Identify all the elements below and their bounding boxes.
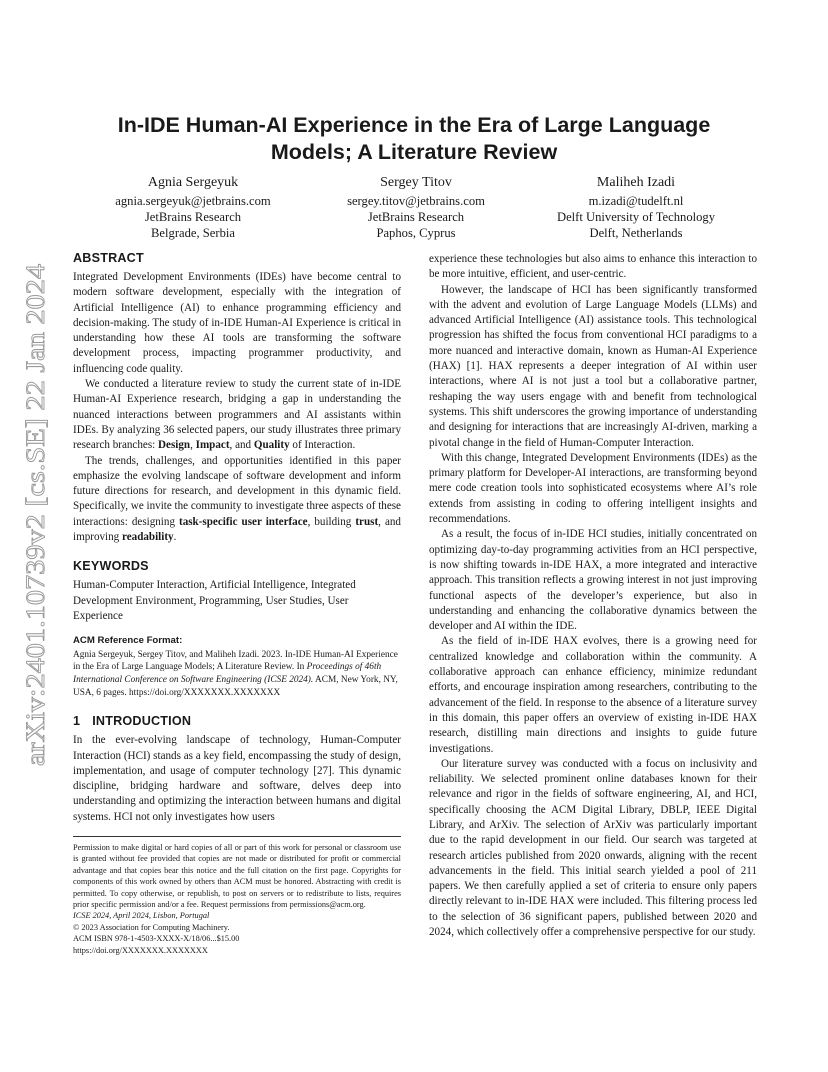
- author-name: Sergey Titov: [380, 175, 452, 190]
- abstract-paragraph-3: The trends, challenges, and opportunities identified in this paper emphasize the evolving landscape of software development and inform future directions for research, and development in this dynamic field. Specifically, we invite the community to investigate three aspects of these interactions: designing task-specific user interface, building trust, and improving readability.: [73, 454, 401, 544]
- author-location: Belgrade, Serbia: [151, 226, 235, 241]
- acm-reference: [73, 635, 401, 699]
- left-column: [73, 250, 401, 825]
- author-email: sergey.titov@jetbrains.com: [347, 194, 485, 208]
- body-paragraph-4: As a result, the focus of in-IDE HCI studies, initially concentrated on optimizing day-to-day programming activities from an HCI perspective, is now shifting towards in-IDE HAX, a more integrated and interactive approach. This transition reflects a growing interest in not just improving functional aspects of the developer’s experience, but also in understanding and enhancing the collaborative dynamics between the developer and AI within the IDE.: [429, 528, 757, 633]
- arxiv-id: arXiv:2401.10739v2 [cs.SE] 22 Jan 2024: [20, 327, 50, 766]
- author-name: Maliheh Izadi: [596, 175, 676, 190]
- body-paragraph-1: experience these technologies but also aims to enhance this interaction to be more intuitive, efficient, and user-centric.: [429, 253, 757, 281]
- keywords-heading: KEYWORDS: [73, 559, 149, 574]
- right-column: [429, 252, 757, 940]
- copyright-footnote: [73, 836, 401, 956]
- author-2: [296, 174, 536, 242]
- author-affiliation: JetBrains Research: [367, 210, 465, 225]
- copyright-line: © 2023 Association for Computing Machinery.: [73, 922, 230, 932]
- abstract-heading: ABSTRACT: [73, 251, 144, 265]
- arxiv-watermark: [14, 262, 54, 767]
- author-email: m.izadi@tudelft.nl: [588, 194, 684, 208]
- author-location: Delft, Netherlands: [589, 226, 683, 241]
- acm-reference-text: Agnia Sergeyuk, Sergey Titov, and Maliheh Izadi. 2023. In-IDE Human-AI Experience in the Era of Large Language Models; A Literature Review. In Proceedings of 46th International Conference on Software Engineering (ICSE 2024). ACM, New York, NY, USA, 6 pages. https://doi.org/XXXXXXX.XXXXXXX: [73, 649, 398, 698]
- permission-notice: Permission to make digital or hard copies of all or part of this work for personal or classroom use is granted without fee provided that copies are not made or distributed for profit or commercial advantage and that copies bear this notice and the full citation on the first page. Copyrights for components of this work owned by others than ACM must be honored. Abstracting with credit is permitted. To copy otherwise, or republish, to post on servers or to redistribute to lists, requires prior specific permission and/or a fee. Request permissions from permissions@acm.org.: [73, 843, 401, 910]
- abstract-paragraph-1: Integrated Development Environments (IDEs) have become central to modern software development, especially with the integration of Artificial Intelligence (AI) to enhance programming efficiency and decision-making. The study of in-IDE Human-AI Experience is critical in understanding how these AI tools are transforming the software development process, impacting programmer productivity, and influencing code quality.: [73, 271, 401, 375]
- author-3: [516, 174, 756, 242]
- keywords-text: Human-Computer Interaction, Artificial Intelligence, Integrated Development Environment, Programming, User Studies, User Experience: [73, 579, 356, 622]
- author-affiliation: Delft University of Technology: [556, 210, 716, 225]
- isbn-line: ACM ISBN 978-1-4503-XXXX-X/18/06...$15.00: [73, 934, 240, 944]
- author-location: Paphos, Cyprus: [376, 226, 456, 241]
- body-paragraph-3: With this change, Integrated Development Environments (IDEs) as the primary platform for Developer-AI interactions, are transforming beyond mere code creation tools into sophisticated ecosystems where AI’s role extends from assisting in coding to offering intelligent insights and recommendations.: [429, 451, 757, 526]
- doi-link[interactable]: https://doi.org/XXXXXXX.XXXXXXX: [73, 945, 208, 955]
- author-1: [73, 174, 313, 242]
- body-paragraph-2: However, the landscape of HCI has been significantly transformed with the advent and evolution of Large Language Models (LLMs) and advanced Artificial Intelligence (AI) assistance tools. This technological progression has shifted the focus from conventional HCI paradigms to a more nuanced and interactive domain, known as Human-AI Experience (HAX) [1]. HAX represents a deeper integration of AI within user interactions, where AI is not just a tool but a collaborative partner, reshaping the way users engage with and benefit from technological systems. This shift underscores the growing importance of understanding and designing for interactions that are increasingly AI-driven, marking a pivotal change in the field of Human-Computer Interaction.: [429, 283, 757, 449]
- paper-title: In-IDE Human-AI Experience in the Era of Large Language Models; A Literature Review: [117, 113, 711, 164]
- abstract-paragraph-2: We conducted a literature review to study the current state of in-IDE Human-AI Experience research, bridging a gap in understanding the nuanced interactions between programmers and AI assistants within IDEs. By analyzing 36 selected papers, our study illustrates three primary research branches: Design, Impact, and Quality of Interaction.: [73, 378, 401, 452]
- conference-venue: ICSE 2024, April 2024, Lisbon, Portugal: [73, 911, 210, 921]
- introduction-heading: 1 INTRODUCTION: [73, 714, 192, 729]
- body-paragraph-6: Our literature survey was conducted with a focus on inclusivity and reliability. We selected prominent online databases known for their relevance and rigor in the fields of software engineering, AI, and HCI, specifically choosing the ACM Digital Library, DBLP, IEEE Digital Library, and ArXiv. The selection of ArXiv was particularly important due to the rapid development in our field. Our search was targeted at research articles published from 2020 onwards, aligning with the recent advancements in the field. This initial search yielded a pool of 211 papers. We then carefully applied a set of criteria to ensure only papers directly relevant to in-IDE HAX were included. This filtering process led to the selection of 36 significant papers, published between 2020 and 2024, which collectively offer a comprehensive perspective for our study.: [429, 757, 757, 939]
- author-name: Agnia Sergeyuk: [147, 175, 239, 190]
- acm-reference-label: ACM Reference Format:: [73, 635, 183, 647]
- author-affiliation: JetBrains Research: [144, 210, 242, 225]
- introduction-paragraph-1: In the ever-evolving landscape of technology, Human-Computer Interaction (HCI) stands as a key field, encompassing the study of design, implementation, and usage of computer technology [27]. This dynamic discipline, bridging hardware and software, delves deep into understanding and optimizing the interaction between humans and digital systems. HCI not only investigates how users: [73, 734, 401, 823]
- author-email: agnia.sergeyuk@jetbrains.com: [115, 194, 271, 208]
- body-paragraph-5: As the field of in-IDE HAX evolves, there is a growing need for centralized knowledge and collaboration within the community. A collaborative approach can enhance efficiency, minimize redundant efforts, and encourage inspiration among researchers, contributing to the advancement of the field. In response to the absence of a literature survey in this domain, this paper offers an overview of existing in-IDE HAX research, distilling main directions and insights to guide future investigations.: [429, 635, 757, 755]
